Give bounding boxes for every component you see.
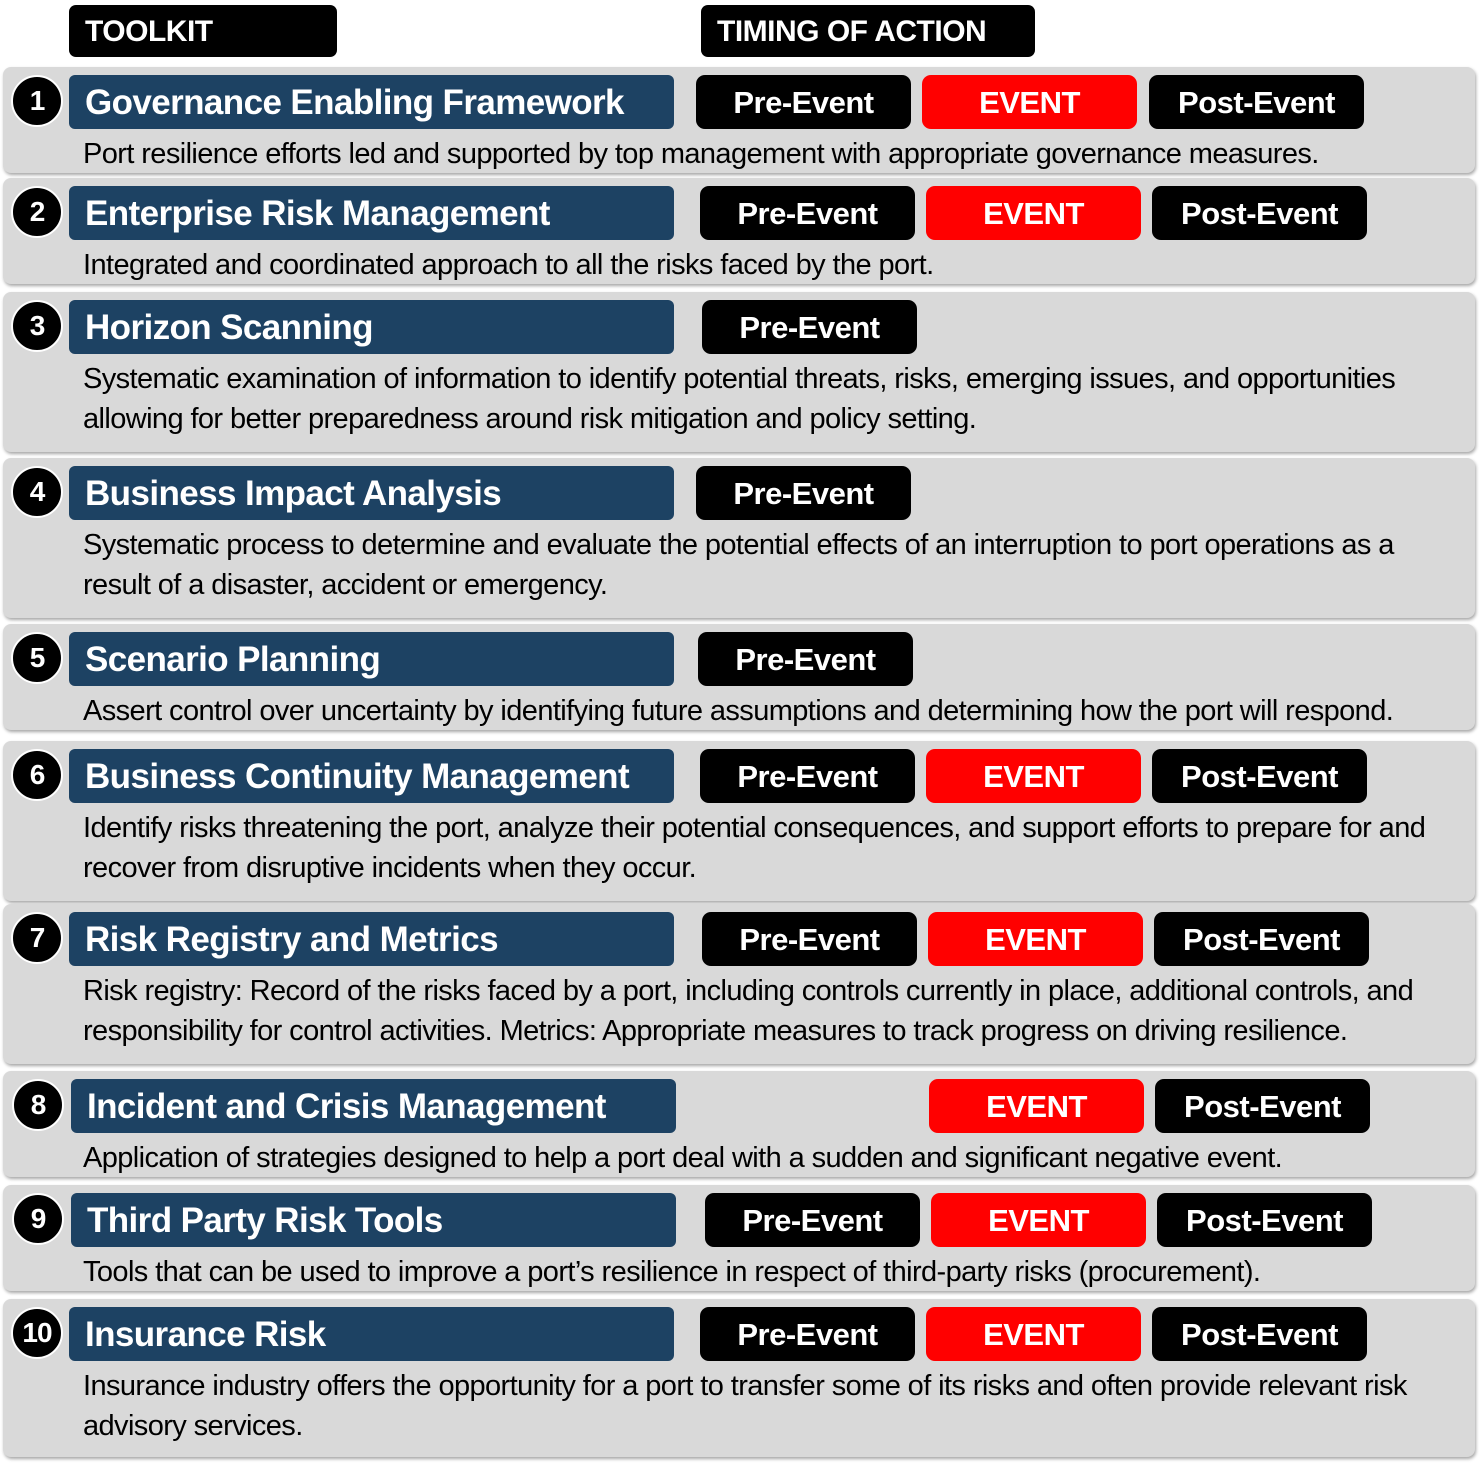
timing-of-action-header: TIMING OF ACTION [701,5,1035,57]
toolkit-description: Integrated and coordinated approach to all the risks faced by the port. [83,249,934,281]
timing-event-badge: EVENT [931,1193,1146,1247]
toolkit-title: Incident and Crisis Management [71,1079,676,1133]
toolkit-description: Port resilience efforts led and supported by top management with appropriate governance measures. [83,138,1319,170]
toolkit-title: Horizon Scanning [69,300,674,354]
row-number-badge: 8 [12,1079,64,1131]
timing-post-badge: Post-Event [1152,1307,1367,1361]
timing-event-badge: EVENT [922,75,1137,129]
timing-pre-badge: Pre-Event [700,186,915,240]
toolkit-row [3,67,1475,173]
timing-pre-badge: Pre-Event [698,632,913,686]
timing-pre-badge: Pre-Event [702,912,917,966]
timing-pre-badge: Pre-Event [696,75,911,129]
toolkit-title: Third Party Risk Tools [71,1193,676,1247]
timing-pre-badge: Pre-Event [700,749,915,803]
toolkit-title: Insurance Risk [69,1307,674,1361]
timing-post-badge: Post-Event [1155,1079,1370,1133]
row-number-badge: 5 [11,632,63,684]
timing-event-badge: EVENT [929,1079,1144,1133]
toolkit-row [3,741,1475,901]
toolkit-row [3,178,1475,284]
toolkit-description: Insurance industry offers the opportunity for a port to transfer some of its risks and often provide relevant risk advisory services. [83,1370,1407,1442]
toolkit-description: Risk registry: Record of the risks faced by a port, including controls currently in place, additional controls, and responsibility for control activities. Metrics: Appropriate measures to track progress on driving resilience. [83,975,1414,1047]
row-number-badge: 9 [12,1193,64,1245]
toolkit-description: Assert control over uncertainty by identifying future assumptions and determining how the port will respond. [83,695,1394,727]
row-number-badge: 4 [11,466,63,518]
toolkit-description: Systematic process to determine and evaluate the potential effects of an interruption to port operations as a result of a disaster, accident or emergency. [83,529,1394,601]
toolkit-row [3,458,1475,618]
timing-post-badge: Post-Event [1157,1193,1372,1247]
toolkit-description: Identify risks threatening the port, analyze their potential consequences, and support efforts to prepare for and recover from disruptive incidents when they occur. [83,812,1426,884]
timing-event-badge: EVENT [926,186,1141,240]
toolkit-row [3,1185,1475,1291]
row-number-badge: 1 [11,75,63,127]
timing-event-badge: EVENT [926,749,1141,803]
timing-event-badge: EVENT [928,912,1143,966]
row-number-badge: 2 [11,186,63,238]
toolkit-row [3,904,1475,1064]
toolkit-header: TOOLKIT [69,5,337,57]
timing-event-badge: EVENT [926,1307,1141,1361]
row-number-badge: 6 [11,749,63,801]
toolkit-description: Application of strategies designed to help a port deal with a sudden and significant negative event. [83,1142,1283,1174]
timing-post-badge: Post-Event [1152,186,1367,240]
toolkit-description: Tools that can be used to improve a port’s resilience in respect of third-party risks (procurement). [83,1256,1261,1288]
timing-post-badge: Post-Event [1154,912,1369,966]
toolkit-title: Business Impact Analysis [69,466,674,520]
toolkit-title: Scenario Planning [69,632,674,686]
row-number-badge: 3 [11,300,63,352]
toolkit-row [3,624,1475,730]
toolkit-row [3,1071,1475,1177]
timing-pre-badge: Pre-Event [696,466,911,520]
toolkit-row [3,1299,1475,1457]
toolkit-row [3,292,1475,452]
toolkit-title: Risk Registry and Metrics [69,912,674,966]
timing-post-badge: Post-Event [1149,75,1364,129]
row-number-badge: 10 [11,1307,63,1359]
toolkit-description: Systematic examination of information to identify potential threats, risks, emerging issues, and opportunities allowing for better preparedness around risk mitigation and policy setting. [83,363,1396,435]
timing-pre-badge: Pre-Event [700,1307,915,1361]
timing-pre-badge: Pre-Event [705,1193,920,1247]
toolkit-title: Enterprise Risk Management [69,186,674,240]
toolkit-title: Business Continuity Management [69,749,674,803]
row-number-badge: 7 [11,912,63,964]
timing-post-badge: Post-Event [1152,749,1367,803]
timing-pre-badge: Pre-Event [702,300,917,354]
toolkit-title: Governance Enabling Framework [69,75,674,129]
